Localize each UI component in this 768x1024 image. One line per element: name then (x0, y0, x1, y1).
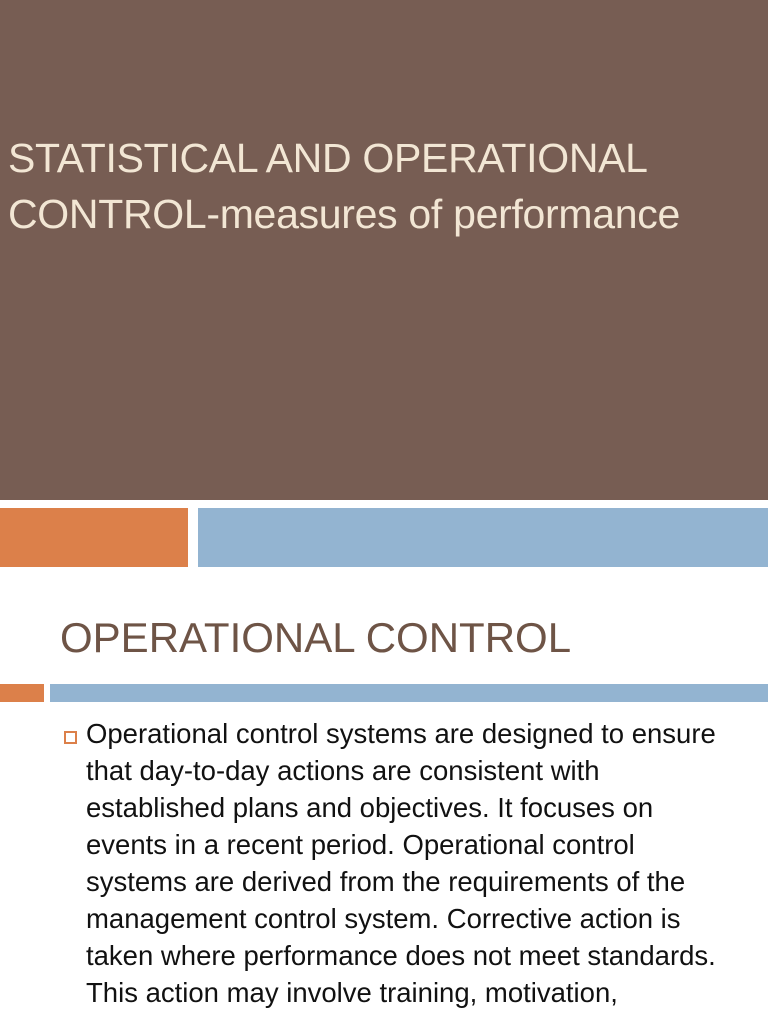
title-slide (0, 0, 768, 500)
title-slide-heading: STATISTICAL AND OPERATIONAL CONTROL-measures of performance (8, 135, 680, 237)
heading-underline-orange (0, 684, 44, 702)
accent-band-blue (198, 508, 768, 567)
content-slide-heading: OPERATIONAL CONTROL (60, 614, 572, 661)
accent-band-orange (0, 508, 188, 567)
square-bullet-icon (64, 731, 77, 744)
heading-underline-blue (50, 684, 768, 702)
bullet-paragraph: Operational control systems are designed to ensure that day-to-day actions are consistent with established plans and objectives. It focuses on events in a recent period. Operational control systems are derived from the requirements of the management control system. Corrective action is taken where performance does not meet standards. This action may involve training, motivation, (86, 718, 716, 1008)
